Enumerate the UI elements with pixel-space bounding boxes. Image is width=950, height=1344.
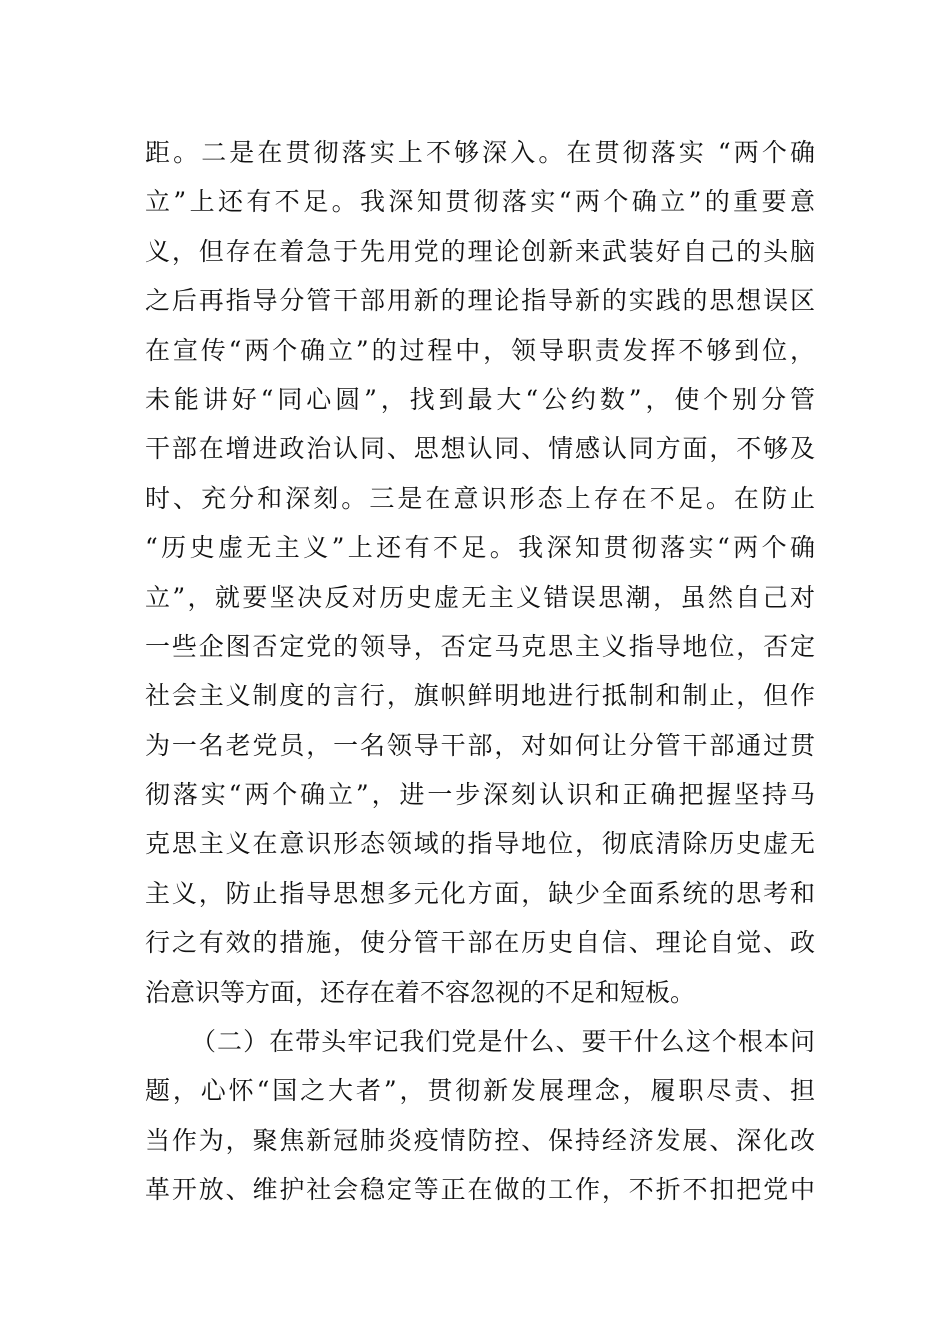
text-line: 主义，防止指导思想多元化方面，缺少全面系统的思考和 bbox=[145, 878, 815, 908]
body-text bbox=[145, 128, 815, 1215]
text-line: 距。二是在贯彻落实上不够深入。在贯彻落实 “两个确 bbox=[145, 138, 815, 167]
text-line: 为一名老党员，一名领导干部，对如何让分管干部通过贯 bbox=[145, 730, 815, 760]
section-heading-line: （二）在带头牢记我们党是什么、要干什么这个根本问 bbox=[191, 1027, 815, 1057]
paragraph-end-line: 治意识等方面，还存在着不容忽视的不足和短板。 bbox=[145, 977, 696, 1007]
text-line: 在宣传“两个确立”的过程中，领导职责发挥不够到位， bbox=[145, 335, 815, 365]
text-line: “历史虚无主义”上还有不足。我深知贯彻落实“两个确 bbox=[145, 533, 815, 563]
text-line: 彻落实“两个确立”，进一步深刻认识和正确把握坚持马 bbox=[145, 780, 815, 810]
text-line: 当作为，聚焦新冠肺炎疫情防控、保持经济发展、深化改 bbox=[145, 1125, 815, 1155]
text-line: 革开放、维护社会稳定等正在做的工作，不折不扣把党中 bbox=[145, 1175, 815, 1205]
text-line: 行之有效的措施，使分管干部在历史自信、理论自觉、政 bbox=[145, 928, 815, 958]
text-line: 未能讲好“同心圆”，找到最大“公约数”，使个别分管 bbox=[145, 384, 815, 414]
text-line: 立”，就要坚决反对历史虚无主义错误思潮，虽然自己对 bbox=[145, 582, 815, 612]
text-line: 义，但存在着急于先用党的理论创新来武装好自己的头脑 bbox=[145, 236, 815, 266]
text-line: 干部在增进政治认同、思想认同、情感认同方面，不够及 bbox=[145, 434, 815, 464]
text-line: 时、充分和深刻。三是在意识形态上存在不足。在防止 bbox=[145, 483, 815, 513]
text-line: 社会主义制度的言行，旗帜鲜明地进行抵制和制止，但作 bbox=[145, 681, 815, 711]
text-line: 克思主义在意识形态领域的指导地位，彻底清除历史虚无 bbox=[145, 829, 815, 859]
text-line: 之后再指导分管干部用新的理论指导新的实践的思想误区 bbox=[145, 286, 815, 316]
text-line: 立”上还有不足。我深知贯彻落实“两个确立”的重要意 bbox=[145, 187, 815, 217]
text-line: 一些企图否定党的领导，否定马克思主义指导地位，否定 bbox=[145, 631, 815, 661]
text-line: 题，心怀“国之大者”，贯彻新发展理念，履职尽责、担 bbox=[145, 1076, 815, 1106]
